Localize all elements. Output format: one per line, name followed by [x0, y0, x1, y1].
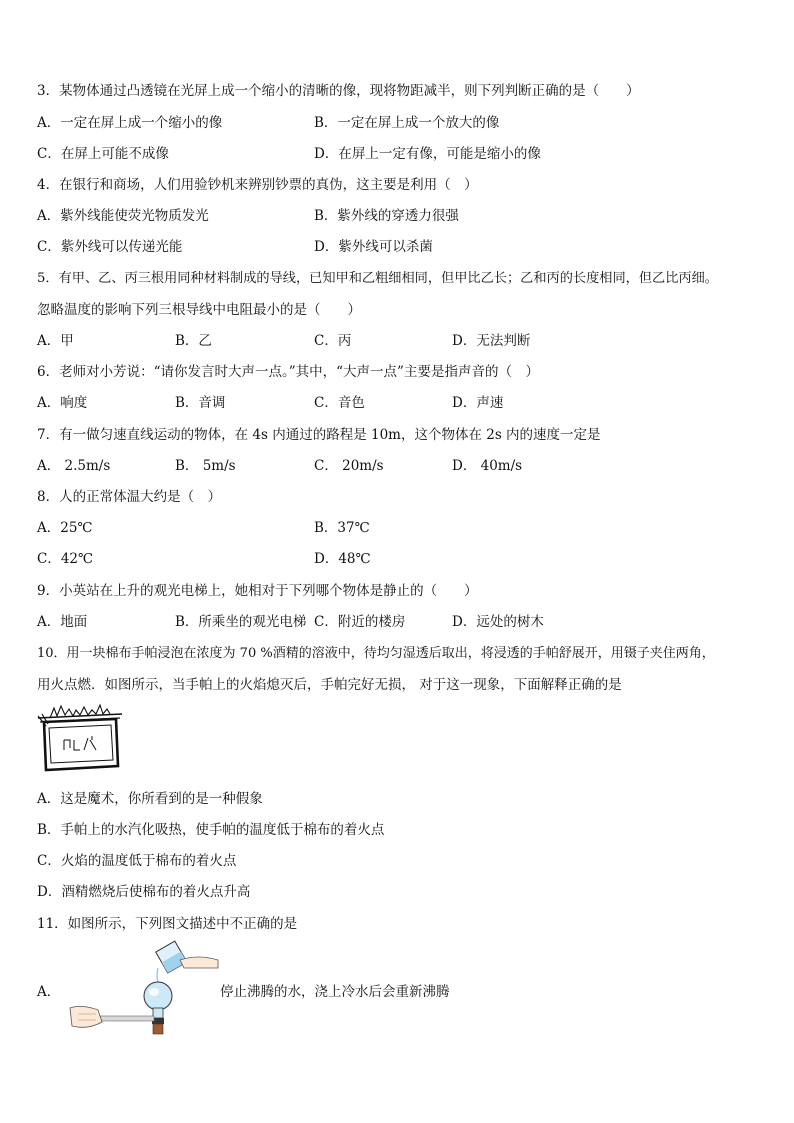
q6-option-d: D．声速 — [452, 395, 504, 411]
q5-option-d: D．无法判断 — [452, 333, 531, 349]
q4-option-b: B．紫外线的穿透力很强 — [314, 208, 459, 224]
q10-option-b: B．手帕上的水汽化吸热，使手帕的温度低于棉布的着火点 — [37, 822, 385, 838]
q7-option-c: C． 20m/s — [314, 458, 384, 474]
q6-option-c: C．音色 — [314, 395, 365, 411]
q9-option-c: C．附近的楼房 — [314, 614, 406, 630]
q7-option-a: A． 2.5m/s — [37, 458, 111, 474]
q10-option-a: A．这是魔术，你所看到的是一种假象 — [37, 791, 263, 807]
q5-stem-line1: 5．有甲、乙、丙三根用同种材料制成的导线，已知甲和乙粗细相同，但甲比乙长；乙和丙的长度相同，但乙比丙细。 — [37, 271, 718, 286]
q7-option-b: B． 5m/s — [175, 458, 236, 474]
q9-option-d: D．远处的树木 — [452, 614, 544, 630]
q6-option-a: A．响度 — [37, 395, 88, 411]
q10-option-d: D．酒精燃烧后使棉布的着火点升高 — [37, 884, 251, 900]
q11-option-a-label: A． — [37, 984, 61, 1000]
q3-option-c: C．在屏上可能不成像 — [37, 146, 169, 162]
q8-option-a: A．25℃ — [37, 520, 93, 536]
q8-option-b: B．37℃ — [314, 520, 370, 536]
q9-option-a: A．地面 — [37, 614, 88, 630]
q8-option-c: C．42℃ — [37, 551, 94, 567]
q4-stem: 4．在银行和商场，人们用验钞机来辨别钞票的真伪，这主要是利用（ ） — [37, 177, 478, 193]
q4-option-d: D．紫外线可以杀菌 — [314, 239, 433, 255]
q9-option-b: B．所乘坐的观光电梯 — [175, 614, 307, 630]
q3-option-b: B．一定在屏上成一个放大的像 — [314, 115, 500, 131]
q3-option-d: D．在屏上一定有像，可能是缩小的像 — [314, 146, 541, 162]
q10-option-c: C．火焰的温度低于棉布的着火点 — [37, 853, 237, 869]
q3-option-a: A．一定在屏上成一个缩小的像 — [37, 115, 223, 131]
q5-option-a: A．甲 — [37, 333, 74, 349]
q6-stem: 6．老师对小芳说：“请你发言时大声一点。”其中，“大声一点”主要是指声音的（ ） — [37, 364, 539, 380]
q10-stem-line2: 用火点燃．如图所示，当手帕上的火焰熄灭后，手帕完好无损， 对于这一现象，下面解释正确的是 — [37, 677, 622, 693]
q3-stem: 3．某物体通过凸透镜在光屏上成一个缩小的清晰的像，现将物距减半，则下列判断正确的是（ ） — [37, 83, 640, 99]
q5-option-b: B．乙 — [175, 333, 212, 349]
flask-cold-water-figure — [68, 938, 228, 1038]
q11-option-a-text: 停止沸腾的水，浇上冷水后会重新沸腾 — [220, 984, 450, 1000]
q6-option-b: B．音调 — [175, 395, 226, 411]
q10-stem-line1: 10．用一块棉布手帕浸泡在浓度为 70 %酒精的溶液中，待均匀湿透后取出，将浸透的手帕舒展开，用镊子夹住两角， — [37, 646, 715, 661]
q4-option-a: A．紫外线能使荧光物质发光 — [37, 208, 209, 224]
q7-stem: 7．有一做匀速直线运动的物体，在 4s 内通过的路程是 10m，这个物体在 2s 内的速度一定是 — [37, 427, 601, 443]
q8-option-d: D．48℃ — [314, 551, 371, 567]
q7-option-d: D． 40m/s — [452, 458, 523, 474]
q8-stem: 8．人的正常体温大约是（ ） — [37, 489, 222, 505]
q9-stem: 9．小英站在上升的观光电梯上，她相对于下列哪个物体是静止的（ ） — [37, 583, 478, 599]
q5-option-c: C．丙 — [314, 333, 352, 349]
q4-option-c: C．紫外线可以传递光能 — [37, 239, 183, 255]
q5-stem-line2: 忽略温度的影响下列三根导线中电阻最小的是（ ） — [37, 302, 361, 318]
q11-stem: 11．如图所示，下列图文描述中不正确的是 — [37, 916, 298, 932]
burning-handkerchief-figure — [36, 700, 124, 778]
